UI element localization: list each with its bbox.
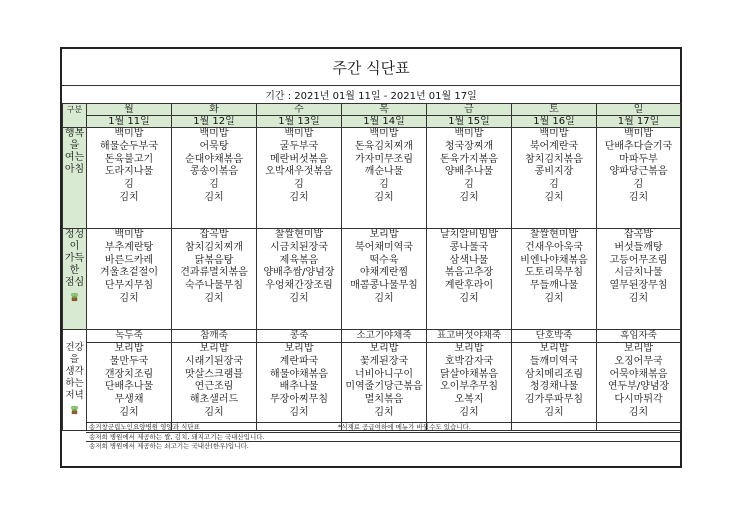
dinner-cell [87,343,172,431]
footnote-line-3 [86,441,680,451]
breakfast-label [63,128,87,229]
menu-item: 보리밥 [199,343,229,354]
menu-item: 백미밥 [199,128,229,139]
menu-item: 김치 [204,406,224,418]
label-line: 가득한 [64,253,85,276]
menu-item: 백미밥 [369,128,399,139]
menu-item: 너비아니구이 [355,368,413,380]
lunch-cell [87,229,172,330]
dinner-row [63,343,681,431]
label-line: 점심 [64,277,85,288]
menu-item: 무들깨나물 [529,280,579,292]
footnote-line-1 [86,422,680,432]
day-name: 목 [342,104,427,116]
breakfast-cell [257,128,342,229]
menu-item: 연근조림 [194,381,234,393]
menu-item: 미역줄기당근볶음 [345,381,423,393]
potted-plant-icon [69,404,80,415]
footnote-origin-beef: 송저희 병원에서 제공하는 쇠고기는 국내산(한우)입니다. [89,442,249,450]
menu-item: 김치 [374,191,394,203]
menu-item: 시래기된장국 [185,355,243,367]
lunch-row [63,229,681,330]
day-name: 일 [597,104,681,116]
menu-item: 건새우아욱국 [525,241,583,253]
menu-item: 양배추쌈/양념장 [263,267,335,279]
menu-item: 백미밥 [454,128,484,139]
menu-item: 참치김치찌개 [185,241,243,253]
breakfast-cell [342,128,427,229]
menu-item: 오박새우젓볶음 [265,166,333,178]
breakfast-cell [512,128,597,229]
menu-item: 물만두국 [109,355,149,367]
menu-item: 김치 [289,191,309,203]
menu-item: 보리밥 [454,343,484,354]
porridge-cell: 콩죽 [257,330,342,343]
day-name: 토 [512,104,597,116]
menu-table [62,103,681,431]
menu-item: 오복지 [454,394,484,406]
menu-item: 들깨미역국 [529,355,579,367]
porridge-cell: 흑임자죽 [597,330,681,343]
menu-item: 시금치나물 [614,267,663,279]
menu-item: 북어채미역국 [355,241,413,253]
lunch-cell [342,229,427,330]
footnote-notice: *식재료 공급여하에 메뉴가 바뀔수도 있습니다. [338,423,471,431]
dinner-cell [597,343,681,431]
day-date: 1월 15일 [427,116,512,128]
menu-item: 콩송이볶음 [189,166,239,178]
menu-item: 무장아찌무침 [270,394,328,406]
menu-item: 김치 [119,292,139,304]
menu-item: 콩비지장 [534,166,574,178]
menu-item: 김치 [119,191,139,203]
menu-item: 연두부/양념장 [607,381,670,393]
menu-item: 김치 [289,406,309,418]
menu-item: 김 [294,179,304,191]
menu-item: 우엉채간장조림 [265,280,333,292]
label-line: 건강을 [65,341,84,365]
breakfast-cell [427,128,512,229]
menu-item: 도토리묵무침 [525,267,583,279]
menu-item: 닭살야채볶음 [440,368,498,380]
breakfast-cell [87,128,172,229]
menu-item: 김치 [374,406,394,418]
menu-item: 백미밥 [624,128,653,139]
menu-item: 꽃게된장국 [359,355,409,367]
menu-item: 김 [633,179,644,191]
lunch-cell [597,229,681,330]
menu-item: 무생채 [114,394,144,406]
menu-item: 오징어무국 [614,355,663,367]
menu-item: 단배추다슬기국 [604,140,673,152]
lunch-cell [257,229,342,330]
day-header-row [63,104,681,116]
menu-item: 계란파국 [279,355,319,367]
porridge-row [63,330,681,343]
label-line: 여는 [64,152,85,163]
label-line: 저녁 [65,389,84,401]
day-date: 1월 17일 [597,116,681,128]
menu-item: 북어계란국 [529,140,579,152]
menu-item: 양배추나물 [444,166,494,178]
dinner-cell [172,343,257,431]
menu-item: 백미밥 [539,128,569,139]
porridge-cell: 표고버섯야채죽 [427,330,512,343]
dinner-cell [512,343,597,431]
menu-item: 호박감자국 [444,355,494,367]
lunch-label [63,229,87,330]
label-line: 아침 [64,164,85,175]
menu-item: 매콤콩나물무침 [350,280,418,292]
dinner-cell [257,343,342,431]
menu-item: 떡수육 [369,254,399,266]
menu-sheet [60,47,682,468]
menu-item: 시금치된장국 [270,241,328,253]
menu-item: 버섯들깨탕 [614,241,663,253]
footnote-source: 송거창군립노인요양병원 영양과 식단표 [89,423,200,431]
menu-item: 멸치볶음 [364,394,404,406]
menu-item: 부추계란탕 [104,241,154,253]
day-name: 금 [427,104,512,116]
menu-item: 갠장치조림 [104,368,154,380]
menu-item: 보리밥 [624,343,653,354]
menu-item: 백미밥 [284,128,314,139]
menu-item: 김 [379,179,389,191]
menu-item: 다시마튀각 [614,394,663,406]
day-date: 1월 16일 [512,116,597,128]
menu-item: 찰쌀현미밥 [529,229,579,240]
menu-item: 김 [464,179,474,191]
menu-item: 김 [124,179,134,191]
menu-item: 백미밥 [114,229,144,240]
menu-item: 김치 [204,191,224,203]
menu-item: 삼색나물 [449,254,489,266]
menu-item: 어묵탕 [199,140,229,152]
menu-item: 김치 [628,406,649,418]
menu-item: 단배추나물 [104,381,154,393]
footnote-line-2 [86,432,680,442]
menu-item: 김치 [289,292,309,304]
menu-item: 메란버섯볶음 [270,153,328,165]
menu-item: 보리밥 [369,343,399,354]
menu-item: 가자미무조림 [355,153,413,165]
menu-item: 도라지나물 [104,166,154,178]
menu-item: 김치 [544,292,564,304]
breakfast-cell [172,128,257,229]
menu-item: 김치 [374,292,394,304]
menu-item: 청경채나물 [529,381,579,393]
potted-plant-icon [69,291,80,302]
menu-item: 보리밥 [114,343,144,354]
menu-item: 계란후라이 [444,280,494,292]
lunch-cell [172,229,257,330]
menu-item: 김치 [544,406,564,418]
label-line: 생각하는 [65,365,84,389]
menu-item: 돈육불고기 [104,153,154,165]
menu-item: 보리밥 [369,229,399,240]
menu-item: 보리밥 [284,343,314,354]
menu-item: 돈육김치찌개 [355,140,413,152]
menu-item: 마파두부 [619,153,658,165]
menu-item: 해초샐러드 [189,394,239,406]
menu-item: 잡곡밥 [624,229,653,240]
menu-item: 숙주나물무침 [185,280,243,292]
porridge-cell: 참깨죽 [172,330,257,343]
menu-item: 잡곡밥 [199,229,229,240]
menu-item: 해물순두부국 [100,140,158,152]
page-title: 주간 식단표 [62,49,680,86]
menu-item: 깨순나물 [364,166,404,178]
menu-item: 김치 [459,406,479,418]
dinner-label [63,330,87,431]
porridge-cell: 단호박죽 [512,330,597,343]
menu-item: 오이부추무침 [440,381,498,393]
porridge-cell: 녹두죽 [87,330,172,343]
period-range: 기간 : 2021년 01월 11일 - 2021년 01월 17일 [62,85,680,104]
menu-item: 돈육가지볶음 [440,153,498,165]
porridge-cell: 소고기야채죽 [342,330,427,343]
menu-item: 어묵야채볶음 [609,368,668,380]
dinner-cell [342,343,427,431]
menu-item: 맛살스크램블 [185,368,243,380]
menu-item: 청국장찌개 [444,140,494,152]
menu-item: 김치 [628,191,649,203]
menu-item: 김 [549,179,559,191]
menu-item: 찰쌀현미밥 [274,229,324,240]
menu-item: 견과류멸치볶음 [180,267,248,279]
day-date: 1월 14일 [342,116,427,128]
header-label: 구분 [63,104,87,128]
menu-item: 김치 [119,406,139,418]
day-date: 1월 11일 [87,116,172,128]
day-name: 화 [172,104,257,116]
lunch-cell [427,229,512,330]
menu-item: 김치 [204,292,224,304]
menu-item: 김치 [628,292,649,304]
menu-item: 단무지무침 [104,280,154,292]
date-row [63,116,681,128]
label-line: 정성이 [64,229,85,252]
menu-item: 제육볶음 [279,254,319,266]
dinner-cell [427,343,512,431]
menu-item: 백미밥 [114,128,144,139]
footnote-origin-rice: 송저희 병원에서 제공하는 쌀, 김치, 돼지고기는 국내산입니다. [89,432,265,441]
day-date: 1월 12일 [172,116,257,128]
menu-item: 참치김치볶음 [525,153,583,165]
menu-item: 순대야채볶음 [185,153,243,165]
menu-item: 날치알비빔밥 [440,229,498,240]
menu-item: 닭볶음탕 [194,254,234,266]
menu-item: 삼치메리조림 [525,368,583,380]
menu-item: 김치 [459,191,479,203]
menu-item: 김 [209,179,219,191]
breakfast-row [63,128,681,229]
menu-item: 김가루파무침 [525,394,583,406]
menu-item: 해물야채볶음 [270,368,328,380]
day-name: 월 [87,104,172,116]
menu-item: 김치 [544,191,564,203]
lunch-cell [512,229,597,330]
menu-item: 열무된장무침 [609,280,668,292]
breakfast-cell [597,128,681,229]
menu-item: 콩나물국 [449,241,489,253]
menu-item: 볶음고추장 [444,267,494,279]
menu-item: 야채계란찜 [359,267,409,279]
menu-item: 보리밥 [539,343,569,354]
menu-item: 김치 [459,292,479,304]
menu-item: 바른드카레 [104,254,154,266]
day-name: 수 [257,104,342,116]
menu-item: 비엔나야채볶음 [520,254,588,266]
menu-item: 겨울초겉절이 [100,267,158,279]
day-date: 1월 13일 [257,116,342,128]
menu-item: 배추나물 [279,381,319,393]
menu-item: 고등어무조림 [609,254,668,266]
menu-item: 양파당근볶음 [609,166,668,178]
menu-item: 굴두부국 [279,140,319,152]
label-line: 행복을 [64,128,85,151]
